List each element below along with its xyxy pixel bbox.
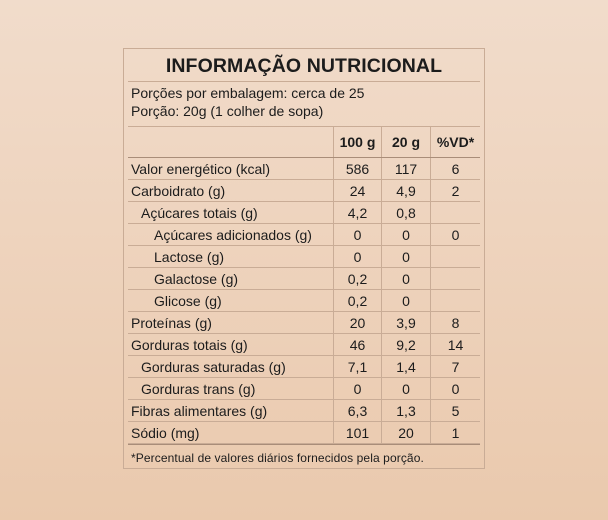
- value-per-100g: 6,3: [333, 400, 381, 421]
- nutrient-name: Glicose (g): [154, 292, 222, 309]
- nutrient-name: Galactose (g): [154, 270, 239, 287]
- value-daily-percent: 0: [430, 224, 480, 245]
- nutrient-name: Gorduras saturadas (g): [141, 358, 286, 375]
- nutrition-table: [128, 126, 480, 445]
- value-per-20g: 0: [381, 246, 430, 267]
- nutrient-name: Proteínas (g): [131, 314, 212, 331]
- value-per-20g: 0: [381, 290, 430, 311]
- value-daily-percent: 14: [430, 334, 480, 355]
- value-daily-percent: [430, 246, 480, 267]
- value-daily-percent: 2: [430, 180, 480, 201]
- table-body: [128, 158, 480, 444]
- table-row: [128, 180, 480, 202]
- serving-size: Porção: 20g (1 colher de sopa): [131, 103, 324, 119]
- value-per-100g: 7,1: [333, 356, 381, 377]
- nutrition-label: [123, 48, 485, 469]
- value-per-20g: 1,4: [381, 356, 430, 377]
- value-per-100g: 0,2: [333, 290, 381, 311]
- table-row: [128, 158, 480, 180]
- value-per-20g: 20: [381, 422, 430, 443]
- nutrient-name: Fibras alimentares (g): [131, 402, 268, 419]
- value-per-100g: 4,2: [333, 202, 381, 223]
- value-per-20g: 9,2: [381, 334, 430, 355]
- footnote: *Percentual de valores diários fornecidos pela porção.: [131, 451, 424, 465]
- value-per-100g: 20: [333, 312, 381, 333]
- value-daily-percent: 1: [430, 422, 480, 443]
- nutrient-name: Carboidrato (g): [131, 182, 226, 199]
- nutrient-name: Gorduras totais (g): [131, 336, 248, 353]
- value-daily-percent: 5: [430, 400, 480, 421]
- value-per-20g: 4,9: [381, 180, 430, 201]
- nutrient-name: Valor energético (kcal): [131, 160, 271, 177]
- value-per-100g: 0: [333, 246, 381, 267]
- value-per-20g: 117: [381, 158, 430, 179]
- nutrient-name: Açúcares totais (g): [141, 204, 258, 221]
- value-daily-percent: 0: [430, 378, 480, 399]
- value-per-20g: 3,9: [381, 312, 430, 333]
- value-daily-percent: 8: [430, 312, 480, 333]
- value-per-100g: 0: [333, 378, 381, 399]
- table-row: [128, 268, 480, 290]
- servings-per-package: Porções por embalagem: cerca de 25: [131, 85, 365, 101]
- value-per-20g: 0: [381, 378, 430, 399]
- value-per-100g: 101: [333, 422, 381, 443]
- value-per-100g: 586: [333, 158, 381, 179]
- nutrient-name: Lactose (g): [154, 248, 225, 265]
- table-row: [128, 334, 480, 356]
- column-header-100g: 100 g: [333, 127, 381, 157]
- value-daily-percent: 6: [430, 158, 480, 179]
- value-per-20g: 0,8: [381, 202, 430, 223]
- value-daily-percent: [430, 268, 480, 289]
- nutrient-name: Gorduras trans (g): [141, 380, 256, 397]
- value-per-100g: 0: [333, 224, 381, 245]
- value-daily-percent: 7: [430, 356, 480, 377]
- header-name-cell: [128, 127, 333, 157]
- table-row: [128, 378, 480, 400]
- value-per-100g: 0,2: [333, 268, 381, 289]
- value-per-20g: 0: [381, 224, 430, 245]
- nutrient-name: Sódio (mg): [131, 424, 200, 441]
- table-header: [128, 127, 480, 158]
- table-row: [128, 202, 480, 224]
- value-daily-percent: [430, 290, 480, 311]
- table-row: [128, 290, 480, 312]
- value-per-100g: 24: [333, 180, 381, 201]
- column-header-vd: %VD*: [430, 127, 480, 157]
- table-row: [128, 312, 480, 334]
- nutrient-name: Açúcares adicionados (g): [154, 226, 312, 243]
- table-row: [128, 246, 480, 268]
- table-row: [128, 422, 480, 444]
- value-daily-percent: [430, 202, 480, 223]
- table-row: [128, 356, 480, 378]
- label-title: INFORMAÇÃO NUTRICIONAL: [165, 55, 443, 77]
- value-per-20g: 0: [381, 268, 430, 289]
- value-per-20g: 1,3: [381, 400, 430, 421]
- column-header-20g: 20 g: [381, 127, 430, 157]
- title-divider: [128, 81, 480, 82]
- value-per-100g: 46: [333, 334, 381, 355]
- table-row: [128, 400, 480, 422]
- table-row: [128, 224, 480, 246]
